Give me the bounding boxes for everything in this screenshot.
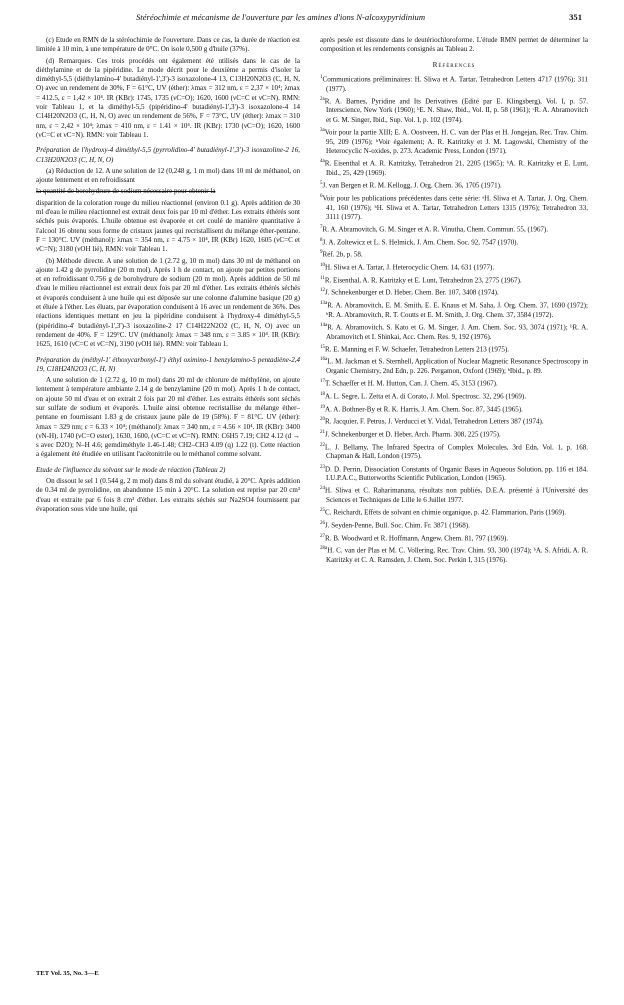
paragraph: après pesée est dissoute dans le deutériochloroforme. L'étude RMN permet de déterminer la composition et les rendements consignés au Tableau 2. — [320, 36, 588, 54]
reference-item — [320, 157, 588, 178]
reference-number: 13a — [320, 300, 328, 306]
reference-item — [320, 261, 588, 273]
section-heading: Préparation de l'hydroxy-4 diméthyl-5,5 (pyrrolidino-4' butadiényl-1',3')-3 isoxazoline-2 16, C13H20N2O3 (C, H, N, O) — [36, 146, 300, 164]
reference-item — [320, 415, 588, 427]
reference-number: 11 — [320, 275, 325, 281]
paragraph: la quantité de borohydrure de sodium nécessaire pour obtenir la — [36, 187, 216, 196]
reference-number: 15 — [320, 344, 325, 350]
reference-number: 21 — [320, 429, 325, 435]
reference-text: T. Schaeffer et H. M. Hutton, Can. J. Chem. 45, 3153 (1967). — [325, 379, 498, 388]
reference-item — [320, 321, 588, 342]
references-heading: Références — [432, 60, 476, 69]
reference-item — [320, 192, 588, 222]
reference-number: 1 — [320, 74, 323, 80]
reference-item — [320, 343, 588, 355]
reference-item — [320, 95, 588, 125]
reference-text: J. Seyden-Penne, Bull. Soc. Chim. Fr. 3871 (1968). — [325, 521, 470, 530]
reference-list — [320, 73, 588, 565]
reference-text: R. Eisenthal, A. R. Katritzky et E. Lunt, Tetrahedron 23, 2775 (1967). — [324, 276, 522, 285]
reference-text: R. Eisenthal et A. R. Katritzky, Tetrahedron 21, 2205 (1965); ᵇA. R. Katritzky et E. Lunt, Ibid., 25, 429 (1969). — [324, 159, 588, 177]
reference-number: 7 — [320, 225, 323, 231]
reference-number: 26 — [320, 521, 325, 527]
running-header — [36, 8, 584, 26]
reference-item — [320, 390, 588, 402]
reference-text: R. E. Manning et F. W. Schaefer, Tetrahedron Letters 213 (1975). — [325, 345, 510, 354]
paragraph: (b) Méthode directe. A une solution de 1 (2.72 g, 10 m mol) dans 30 ml de méthanol on ajoute 1.42 g de pyrrolidine (20 m mol). Après 1 h de contact, on ajoute par petites portions et en refroidissant 0.756 g de borohydrure de sodium (20 m mol). Après addition de 50 ml d'eau le milieu réactionnel est extrait deux fois par 20 ml d'éther. Les extraits éthérés séchés et évaporés conduisent à une huile qui est déposée sur une colonne d'alumine basique (20 g) et éluée à l'éther. Les éluats, par évaporation conduisent à 16 avec un rendement de 36%. Des réactions identiques mettant en jeu la pipéridine conduisent à l'hydroxy-4 diméthyl-5,5 (pipéridino-4' butadiényl-1',3')-3 isoxazoline-2 17 C14H22N2O2 (C, H, N, O) avec un rendement de 40%. F = 129°C. UV (méthanol): λmax = 348 nm, ε = 3.85 × 10⁴. IR (KBr): 1625, 1610 (νC=C et νC=N), 3190 (νOH lié). RMN: voir Tableau 1. — [36, 256, 300, 349]
reference-item — [320, 441, 588, 462]
reference-number: 27 — [320, 533, 325, 539]
reference-item — [320, 532, 588, 544]
reference-text: H. C. van der Plas et M. C. Vollering, Rec. Trav. Chim. 93, 300 (1974); ᵇA. S. Afridi, A. R. Katritzky et C. A. Ramsden, J. Chem. Soc. Perkin I, 315 (1976). — [326, 546, 588, 564]
reference-text: R. A. Abramovitch, E. M. Smith, E. E. Knaus et M. Saha, J. Org. Chem. 37, 1690 (1972); ᵇR. A. Abramovitch, R. T. Coutts et E. M. Smith, J. Org. Chem. 37, 3584 (1972). — [326, 301, 588, 319]
reference-text: R. B. Woodward et R. Hoffmann, Angew. Chem. 81, 797 (1969). — [325, 534, 509, 543]
reference-text: Communications préliminaires: H. Sliwa et A. Tartar, Tetrahedron Letters 4717 (1976); 311 (1977). — [322, 75, 588, 93]
reference-text: A. A. Bothner-By et R. K. Harris, J. Am. Chem. Soc. 87, 3445 (1965). — [325, 405, 523, 414]
reference-item — [320, 463, 588, 484]
reference-number: 9 — [320, 250, 323, 256]
reference-text: H. Sliwa et C. Raharimanana, résultats non publiés, D.E.A. présenté à l'Université des Sciences et Techniques de Lille le 6 Juillet 1977. — [325, 486, 588, 505]
reference-text: C. Reichardt, Effets de solvant en chimie organique, p. 42. Flammarion, Paris (1969). — [325, 508, 567, 517]
reference-text: Voir pour les publications précédentes dans cette série: ᵃH. Sliwa et A. Tartar, J. Org. Chem. 41, 160 (1976); ᵇH. Sliwa et A. Tartar, Tetrahedron Letters 1315 (1976); Tetrahedron 33, 3111 (1977). — [322, 194, 588, 221]
reference-number: 6 — [320, 193, 323, 199]
reference-item — [320, 544, 588, 565]
reference-text: L. J. Bellamy, The Infrared Spectra of Complex Molecules, 3rd Edn, Vol. 1, p. 168. Chapman & Hall, London (1975). — [325, 442, 588, 461]
reference-text: J. A. Zoltewicz et L. S. Helmick, J. Am. Chem. Soc. 92, 7547 (1970). — [322, 238, 519, 247]
section-heading: Préparation du (méthyl-1' éthoxycarbonyl-1') éthyl oximino-1 benzylamino-5 pentadiène-2,4 19, C18H24N2O3 (C, H, N) — [36, 355, 300, 373]
reference-text: D. D. Perrin, Dissociation Constants of Organic Bases in Aqueous Solution, pp. 116 et 184. I.U.P.A.C., Butterworths Scientific Publication, London (1965). — [325, 464, 588, 483]
reference-item — [320, 299, 588, 320]
reference-item — [320, 403, 588, 415]
page-number: 351 — [569, 12, 582, 22]
reference-number: 3a — [320, 128, 325, 134]
reference-number: 8 — [320, 237, 323, 243]
reference-text: Réf. 2b, p. 58. — [322, 250, 363, 259]
right-column — [320, 36, 588, 566]
reference-text: R. Jacquier, F. Petrus, J. Verducci et Y. Vidal, Tetrahedron Letters 387 (1974). — [325, 417, 544, 426]
reference-text: H. Sliwa et A. Tartar, J. Heterocyclic Chem. 14, 631 (1977). — [325, 263, 495, 272]
reference-item — [320, 274, 588, 286]
reference-item — [320, 223, 588, 235]
reference-number: 4a — [320, 159, 325, 165]
reference-text: R. A. Abramovitch, S. Kato et G. M. Singer, J. Am. Chem. Soc. 93, 3074 (1971); ᵇR. A. Abramovitch et I. Shinkai, Acc. Chem. Res. 9, 192 (1976). — [326, 323, 588, 341]
reference-item — [320, 126, 588, 156]
reference-text: L. M. Jackman et S. Sternhell, Application of Nuclear Magnetic Resonance Spectroscopy in Organic Chemistry, 2nd Edn, p. 226. Pergamon, Oxford (1969); ᵇIbid., p. 89. — [326, 357, 588, 376]
reference-number: 18 — [320, 392, 325, 398]
reference-item — [320, 355, 588, 376]
reference-item — [320, 73, 588, 94]
paragraph: (a) Réduction de 12. A une solution de 12 (0,248 g, 1 m mol) dans 10 ml de méthanol, on ajoute lentement et en refroidissant — [36, 166, 300, 185]
reference-number: 19 — [320, 404, 325, 410]
reference-number: 28a — [320, 546, 328, 552]
paragraph: (c) Etude en RMN de la stéréochimie de l'ouverture. Dans ce cas, la durée de réaction est limitée à 10 min, à une température de 0°C. On isole 0,500 g d'huile (37%). — [36, 36, 300, 54]
reference-text: R. A. Abramovitch, G. M. Singer et A. R. Vinutha, Chem. Commun. 55, (1967). — [322, 225, 549, 234]
section-heading: Etude de l'influence du solvant sur le mode de réaction (Tableau 2) — [36, 465, 226, 474]
reference-text: A. L. Segre, L. Zetta et A. di Corato, J. Mol. Spectrosc. 32, 296 (1969). — [325, 392, 526, 401]
running-title: Stéréochimie et mécanisme de l'ouverture par les amines d'ions N-alcoxypyridinium — [136, 12, 426, 22]
paragraph: A une solution de 1 (2.72 g, 10 m mol) dans 20 ml de chlorure de méthylène, on ajoute lentement à température ambiante 2.14 g de benzylamine (20 m mol). Après 1 h de contact, on ajoute 50 ml d'eau et on extrait 2 fois par 20 ml d'éther. Les extraits éthérés sont séchés sur sulfate de sodium et évaporés. L'huile ainsi obtenue recristallise du mélange éther–pentane en fournissant 1.83 g de cristaux jaune pâle de 19 (58%). F = 81°C. UV (éther): λmax = 329 nm; ε = 6.33 × 10⁴; (méthanol): λmax = 340 nm, ε = 4.56 × 10⁴. IR (KBr): 3400 (νN-H), 1740 (νC=O ester), 1630, 1600, (νC=C et νC=N). RMN: C6H5 7.19; CH2 4.12 (d → s avec D2O); N–H 4.6; gemdiméthyle 1.46-1.48; CH2–CH3 4.09 (q) 1.22 (t). Cette réaction a également été étudiée en utilisant l'acétonitrile ou le méthanol comme solvant. — [36, 376, 300, 459]
reference-number: 14a — [320, 322, 328, 328]
reference-number: 23 — [320, 464, 325, 470]
reference-item — [320, 236, 588, 248]
paragraph: On dissout le sel 1 (0.544 g, 2 m mol) dans 8 ml du solvant étudié, à 20°C. Après addition de 0.34 ml de pyrrolidine, on abandonne 15 min à 20°C. La solution est reprise par 20 cm³ d'eau et extraite par 6 fois 8 cm³ d'éther. Les extraits séchés sur Na2SO4 fournissent par évaporation sous vide une huile, qui — [36, 477, 300, 513]
reference-text: J. Schnekenburger et D. Heber, Chem. Ber. 107, 3408 (1974). — [325, 288, 499, 297]
reference-item — [320, 248, 588, 260]
paragraph: disparition de la coloration rouge du milieu réactionnel (environ 0.1 g). Après addition de 30 ml d'eau le milieu réactionnel est extrait deux fois par 10 ml d'éther. Les extraits éthérés sont séchés puis évaporés. L'huile obtenue est évaporée et cet coulé de manière quantitative à l'alcool 16 obtenu sous forme de cristaux jaunes qui recristallisent du mélange éther-pentane. F = 130°C. UV (méthanol): λmax = 354 nm, ε = 4.75 × 10⁴, IR (KBr) 1620, 1605 (νC=C et νC=N); 3180 (νOH lié), RMN: voir Tableau 1. — [36, 198, 300, 254]
reference-number: 16a — [320, 357, 328, 363]
reference-number: 2a — [320, 96, 325, 102]
reference-number: 22 — [320, 442, 325, 448]
reference-number: 20 — [320, 417, 325, 423]
reference-text: Voir pour la partie XIII; E. A. Oostveen, H. C. van der Plas et H. Jongejan, Rec. Trav. Chim. 95, 209 (1976); ᵇVoir également; A. R. Katritzky et J. M. Lagowski, Chemistry of the Heterocyclic N-oxides, p. 273. Academic Press, London (1971). — [324, 128, 588, 155]
reference-item — [320, 506, 588, 518]
reference-number: 5 — [320, 181, 323, 187]
reference-item — [320, 428, 588, 440]
reference-item — [320, 377, 588, 389]
reference-item — [320, 286, 588, 298]
journal-footer: TET Vol. 35, No. 3—E — [36, 970, 99, 977]
reference-number: 10 — [320, 263, 325, 269]
reference-text: R. A. Barnes, Pyridine and Its Derivatives (Edité par E. Klingsberg), Vol. I, p. 57. Interscience, New York (1960); ᵇE. N. Shaw, Ibid., Vol. II, p. 58 (1961); ᶜR. A. Abramovitch et G. M. Singer, Ibid., Sup. Vol. I, p. 102 (1974). — [324, 97, 588, 124]
left-column — [36, 36, 300, 516]
reference-number: 25 — [320, 508, 325, 514]
reference-number: 24 — [320, 486, 325, 492]
paragraph: (d) Remarques. Ces trois procédés ont également été utilisés dans le cas de la diéthylamine et de la pipéridine. Le mode décrit pour le deuxième a permis d'isoler la diméthyl-5,5 (diéthylamino-4' butadiényl-1',3')-3 isoxazolone-4 13, C13H20N2O3 (C, H, N, O) avec un rendement de 30%, F = 61°C, UV (éther): λmax = 312 nm, ε = 2,37 × 10⁴; λmax = 412.5, ε = 1,42 × 10⁴. IR (KBr): 1745, 1735 (νC=O); 1620, 1600 (νC=C et νC=N). RMN: voir Tableau 1, et la diméthyl-5,5 (pipéridino-4' butadiényl-1',3')-3 isoxazolone-4 14 C14H20N2O3 (C, H, N, O) avec un rendement de 56%, F = 73°C, UV (éther): λmax = 310 nm, ε = 2,42 × 10⁴; λmax = 410 nm, ε = 1.41 × 10⁴. IR (KBr): 1730 (νC=O); 1620, 1600 (νC=C et νC=N). RMN: voir Tableau 1. — [36, 56, 300, 139]
reference-number: 12 — [320, 288, 325, 294]
reference-item — [320, 179, 588, 191]
reference-text: J. van Bergen et R. M. Kellogg, J. Org. Chem. 36, 1705 (1971). — [322, 181, 502, 190]
reference-item — [320, 484, 588, 505]
reference-item — [320, 519, 588, 531]
reference-text: J. Schnekenburger et D. Heber, Arch. Pharm. 308, 225 (1975). — [325, 430, 501, 439]
reference-number: 17 — [320, 379, 325, 385]
